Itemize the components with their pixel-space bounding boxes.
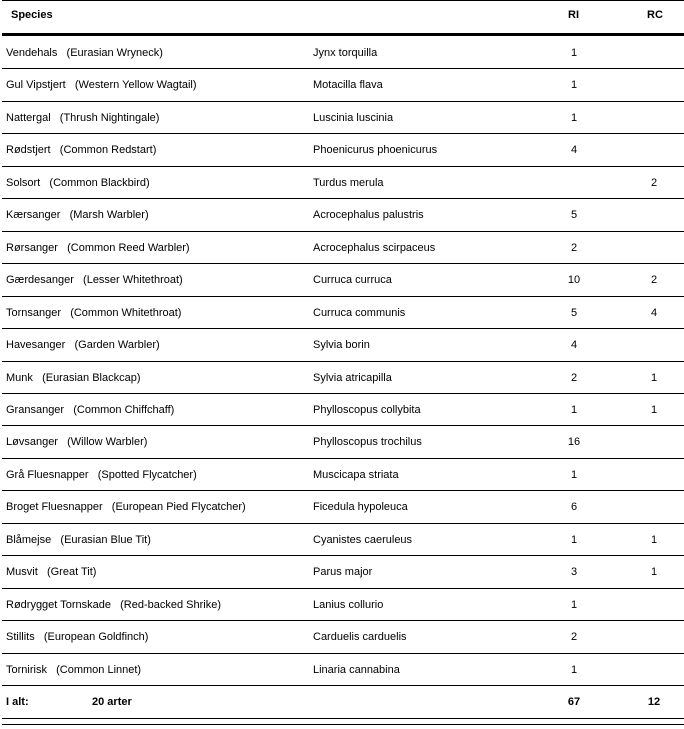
latin-name: Jynx torquilla (313, 47, 378, 59)
latin-name: Parus major (313, 566, 373, 578)
species-name: Tornirisk (Common Linnet) (6, 664, 142, 676)
bottom-rule-2 (2, 724, 684, 725)
ri-count: 10 (567, 274, 581, 286)
table-header (0, 0, 684, 33)
table-row (0, 264, 684, 296)
rc-count (639, 589, 669, 621)
table-row (0, 167, 684, 199)
rc-count (639, 102, 669, 134)
ri-count: 1 (570, 112, 578, 124)
species-name: Vendehals (Eurasian Wryneck) (6, 47, 163, 59)
ri-count: 16 (567, 436, 581, 448)
rc-count (639, 654, 669, 686)
species-column-header: Species (11, 9, 53, 21)
species-name: Grå Fluesnapper (Spotted Flycatcher) (6, 469, 197, 481)
species-name: Kærsanger (Marsh Warbler) (6, 209, 149, 221)
table-row (0, 37, 684, 69)
latin-name: Motacilla flava (313, 79, 383, 91)
bottom-rule-1 (2, 718, 684, 719)
ri-count (559, 167, 589, 199)
rc-count (639, 491, 669, 523)
species-name: Solsort (Common Blackbird) (6, 177, 150, 189)
table-row (0, 362, 684, 394)
table-row (0, 69, 684, 101)
table-row (0, 134, 684, 166)
rc-count: 1 (650, 566, 658, 578)
ri-count: 1 (570, 404, 578, 416)
ri-count: 4 (570, 339, 578, 351)
species-name: Gærdesanger (Lesser Whitethroat) (6, 274, 183, 286)
table-row (0, 199, 684, 231)
rc-count: 2 (650, 274, 658, 286)
ri-count: 5 (570, 307, 578, 319)
species-name: Løvsanger (Willow Warbler) (6, 436, 148, 448)
rc-count (639, 134, 669, 166)
ri-count: 1 (570, 664, 578, 676)
rc-count (639, 621, 669, 653)
ri-count: 2 (570, 631, 578, 643)
rc-count: 1 (650, 372, 658, 384)
species-name: Blåmejse (Eurasian Blue Tit) (6, 534, 151, 546)
species-name: Tornsanger (Common Whitethroat) (6, 307, 182, 319)
latin-name: Lanius collurio (313, 599, 384, 611)
rc-count: 1 (650, 534, 658, 546)
ri-count: 1 (570, 79, 578, 91)
latin-name: Curruca curruca (313, 274, 392, 286)
table-row (0, 394, 684, 426)
rc-count (639, 232, 669, 264)
ri-count: 1 (570, 534, 578, 546)
table-row (0, 491, 684, 523)
table-row (0, 654, 684, 686)
latin-name: Phylloscopus collybita (313, 404, 421, 416)
species-name: Munk (Eurasian Blackcap) (6, 372, 141, 384)
table-row (0, 329, 684, 361)
rc-count: 1 (650, 404, 658, 416)
ri-count: 5 (570, 209, 578, 221)
latin-name: Sylvia atricapilla (313, 372, 392, 384)
total-row (0, 686, 684, 718)
ri-count: 2 (570, 242, 578, 254)
rc-count (639, 37, 669, 69)
rc-column-header: RC (647, 9, 663, 21)
table-row (0, 459, 684, 491)
rc-count: 2 (650, 177, 658, 189)
ri-count: 1 (570, 47, 578, 59)
table-row (0, 621, 684, 653)
latin-name: Cyanistes caeruleus (313, 534, 413, 546)
ri-column-header: RI (568, 9, 579, 21)
ri-count: 2 (570, 372, 578, 384)
rc-count (639, 426, 669, 458)
species-name: Stillits (European Goldfinch) (6, 631, 149, 643)
ri-count: 3 (570, 566, 578, 578)
total-species-count: 20 arter (92, 696, 132, 708)
latin-name: Muscicapa striata (313, 469, 399, 481)
rc-count (639, 459, 669, 491)
total-rc: 12 (647, 696, 661, 708)
latin-name: Phoenicurus phoenicurus (313, 144, 438, 156)
latin-name: Phylloscopus trochilus (313, 436, 422, 448)
latin-name: Ficedula hypoleuca (313, 501, 408, 513)
latin-name: Luscinia luscinia (313, 112, 394, 124)
table-row (0, 297, 684, 329)
total-label: I alt: (6, 696, 29, 708)
latin-name: Curruca communis (313, 307, 406, 319)
ri-count: 1 (570, 469, 578, 481)
total-ri: 67 (567, 696, 581, 708)
rc-count (639, 329, 669, 361)
latin-name: Sylvia borin (313, 339, 370, 351)
species-name: Gul Vipstjert (Western Yellow Wagtail) (6, 79, 197, 91)
table-row (0, 102, 684, 134)
latin-name: Acrocephalus palustris (313, 209, 424, 221)
table-row (0, 524, 684, 556)
table-row (0, 589, 684, 621)
species-name: Rødrygget Tornskade (Red-backed Shrike) (6, 599, 222, 611)
table-row (0, 426, 684, 458)
ri-count: 6 (570, 501, 578, 513)
rc-count: 4 (650, 307, 658, 319)
ri-count: 4 (570, 144, 578, 156)
species-name: Gransanger (Common Chiffchaff) (6, 404, 175, 416)
species-name: Rødstjert (Common Redstart) (6, 144, 157, 156)
table-row (0, 232, 684, 264)
species-name: Havesanger (Garden Warbler) (6, 339, 160, 351)
table-row (0, 556, 684, 588)
latin-name: Acrocephalus scirpaceus (313, 242, 436, 254)
ri-count: 1 (570, 599, 578, 611)
rc-count (639, 199, 669, 231)
species-name: Musvit (Great Tit) (6, 566, 97, 578)
species-name: Nattergal (Thrush Nightingale) (6, 112, 160, 124)
rc-count (639, 69, 669, 101)
header-rule (2, 33, 684, 36)
species-name: Rørsanger (Common Reed Warbler) (6, 242, 190, 254)
latin-name: Turdus merula (313, 177, 384, 189)
species-name: Broget Fluesnapper (European Pied Flycatcher) (6, 501, 246, 513)
latin-name: Carduelis carduelis (313, 631, 407, 643)
latin-name: Linaria cannabina (313, 664, 400, 676)
